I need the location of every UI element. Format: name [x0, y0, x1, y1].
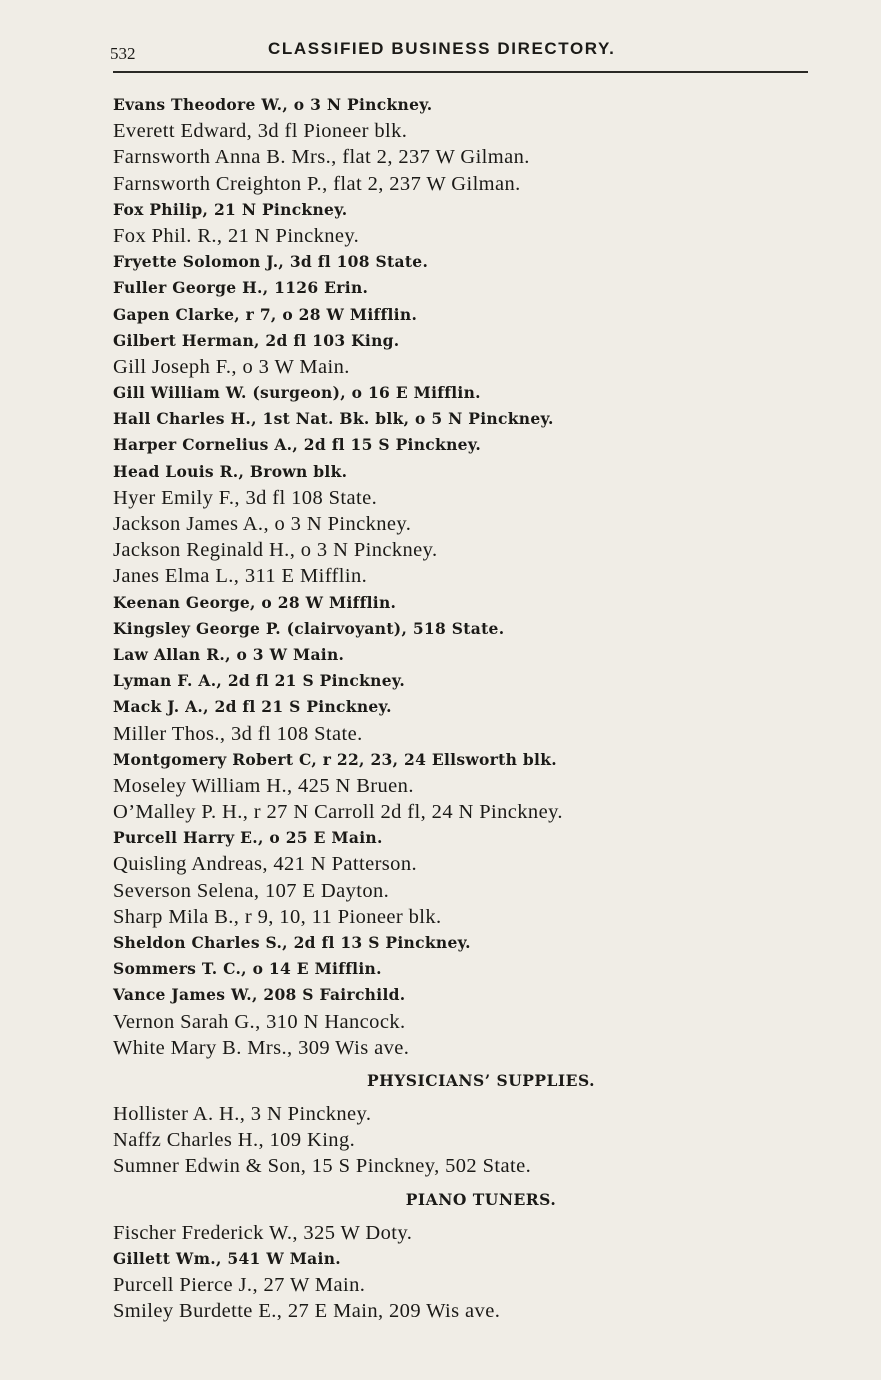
directory-entry: Lyman F. A., 2d fl 21 S Pinckney. [113, 671, 406, 691]
directory-entry: Harper Cornelius A., 2d fl 15 S Pinckney. [113, 435, 482, 455]
directory-entry: Sheldon Charles S., 2d fl 13 S Pinckney. [113, 933, 471, 952]
page-number: 532 [110, 44, 136, 63]
directory-entry: Vernon Sarah G., 310 N Hancock. [113, 1010, 406, 1033]
directory-entry: Fischer Frederick W., 325 W Doty. [113, 1221, 413, 1244]
section-general-listing [113, 92, 833, 1061]
directory-entry: Keenan George, o 28 W Mifflin. [113, 592, 397, 612]
directory-entry: Naffz Charles H., 109 King. [113, 1129, 356, 1152]
directory-entry: Farnsworth Creighton P., flat 2, 237 W Gilman. [113, 172, 521, 195]
directory-entry: Kingsley George P. (clairvoyant), 518 State. [113, 618, 505, 638]
directory-entry: Fox Phil. R., 21 N Pinckney. [113, 224, 360, 247]
directory-entry: Law Allan R., o 3 W Main. [113, 644, 345, 664]
directory-entry: Fuller George H., 1126 Erin. [113, 278, 369, 298]
directory-entry: Everett Edward, 3d fl Pioneer blk. [113, 120, 408, 143]
directory-entry: Miller Thos., 3d fl 108 State. [113, 722, 363, 745]
directory-listing [113, 92, 833, 1324]
directory-entry: Sumner Edwin & Son, 15 S Pinckney, 502 State. [113, 1155, 532, 1178]
directory-entry: Jackson James A., o 3 N Pinckney. [113, 513, 412, 535]
directory-entry: O’Malley P. H., r 27 N Carroll 2d fl, 24 N Pinckney. [113, 801, 563, 824]
directory-entry: Jackson Reginald H., o 3 N Pinckney. [113, 539, 438, 562]
directory-entry: Fryette Solomon J., 3d fl 108 State. [113, 252, 429, 272]
directory-entry: Smiley Burdette E., 27 E Main, 209 Wis ave. [113, 1300, 501, 1323]
directory-entry: Moseley William H., 425 N Bruen. [113, 774, 414, 797]
directory-entry: Gilbert Herman, 2d fl 103 King. [113, 330, 400, 350]
directory-entry: Purcell Harry E., o 25 E Main. [113, 828, 383, 848]
directory-entry: Janes Elma L., 311 E Mifflin. [113, 565, 368, 588]
page-header [110, 38, 810, 68]
header-rule [113, 71, 808, 73]
directory-entry: Head Louis R., Brown blk. [113, 461, 348, 481]
directory-entry: Hollister A. H., 3 N Pinckney. [113, 1102, 372, 1125]
directory-entry: Mack J. A., 2d fl 21 S Pinckney. [113, 697, 392, 717]
section-piano-tuners [113, 1220, 833, 1325]
directory-entry: Gill William W. (surgeon), o 16 E Mifflin. [113, 383, 481, 403]
directory-entry: Purcell Pierce J., 27 W Main. [113, 1273, 366, 1296]
directory-entry: Fox Philip, 21 N Pinckney. [113, 199, 348, 219]
directory-entry: Hall Charles H., 1st Nat. Bk. blk, o 5 N Pinckney. [113, 409, 554, 429]
directory-entry: Gapen Clarke, r 7, o 28 W Mifflin. [113, 304, 418, 324]
directory-entry: Hyer Emily F., 3d fl 108 State. [113, 486, 378, 509]
directory-entry: Gillett Wm., 541 W Main. [113, 1248, 341, 1268]
section-heading-physicians-supplies: PHYSICIANS’ SUPPLIES. [366, 1070, 596, 1090]
directory-entry: Evans Theodore W., o 3 N Pinckney. [113, 95, 433, 114]
directory-entry: Gill Joseph F., o 3 W Main. [113, 355, 350, 378]
directory-entry: Severson Selena, 107 E Dayton. [113, 879, 390, 902]
directory-entry: Sommers T. C., o 14 E Mifflin. [113, 959, 382, 979]
directory-entry: White Mary B. Mrs., 309 Wis ave. [113, 1036, 410, 1059]
directory-entry: Sharp Mila B., r 9, 10, 11 Pioneer blk. [113, 905, 442, 928]
section-heading-piano-tuners: PIANO TUNERS. [405, 1189, 557, 1209]
directory-entry: Farnsworth Anna B. Mrs., flat 2, 237 W Gilman. [113, 146, 530, 169]
section-physicians-supplies [113, 1101, 833, 1180]
directory-entry: Montgomery Robert C, r 22, 23, 24 Ellsworth blk. [113, 749, 557, 769]
directory-entry: Vance James W., 208 S Fairchild. [113, 985, 406, 1005]
running-head: CLASSIFIED BUSINESS DIRECTORY. [268, 39, 616, 58]
directory-entry: Quisling Andreas, 421 N Patterson. [113, 853, 417, 876]
